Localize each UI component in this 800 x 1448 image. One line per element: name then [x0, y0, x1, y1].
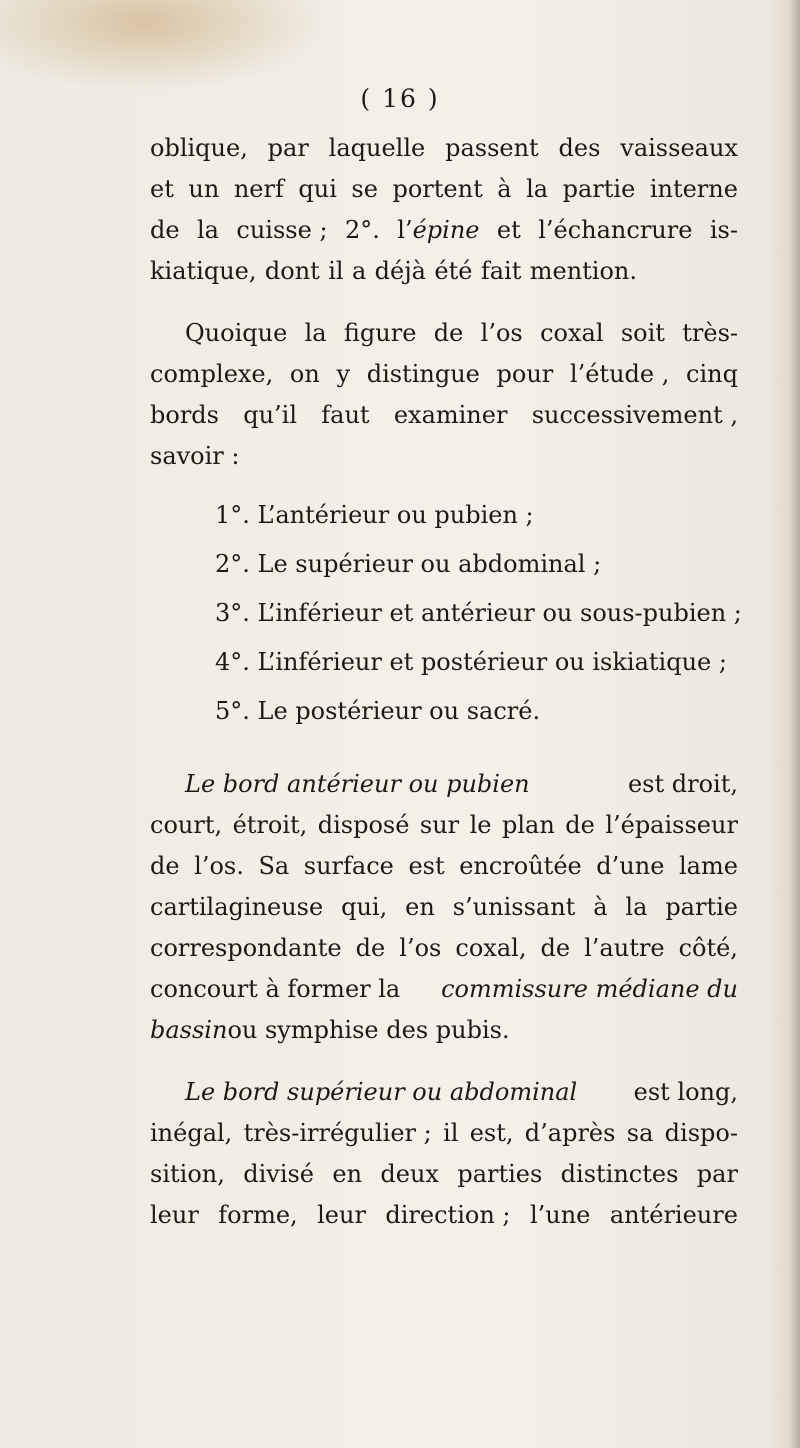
text-line: kiatique, dont il a déjà été fait mention.	[150, 257, 638, 285]
text-line: complexe, on y distingue pour l’étude , cinq	[150, 360, 738, 388]
text-line: inégal, très-irrégulier ; il est, d’après sa dispo-	[150, 1119, 738, 1147]
text-line: bords qu’il faut examiner successivement ,	[150, 401, 738, 429]
text-line: concourt à former la commissure médiane du	[150, 969, 738, 1010]
body-text	[150, 128, 742, 1236]
section-heading-italic: Le bord antérieur ou pubien	[185, 770, 530, 798]
text-line: Quoique la figure de l’os coxal soit très-	[185, 319, 738, 347]
section-heading-italic: Le bord supérieur ou abdominal	[185, 1078, 578, 1106]
text-line: de la cuisse ; 2°. l’épine et l’échancrure is-	[150, 216, 738, 244]
page-number: ( 16 )	[360, 84, 440, 113]
text-line: Le bord antérieur ou pubien est droit,	[150, 764, 738, 805]
text-line: savoir :	[150, 442, 240, 470]
italic-term: commissure médiane du	[441, 975, 738, 1003]
list-item: 2°. Le supérieur ou abdominal ;	[215, 550, 602, 578]
text-line: sition, divisé en deux parties distinctes par	[150, 1160, 738, 1188]
list-item: 4°. L’inférieur et postérieur ou iskiatique ;	[215, 648, 727, 676]
text-line: leur forme, leur direction ; l’une antérieure	[150, 1201, 738, 1229]
text-line: cartilagineuse qui, en s’unissant à la partie	[150, 893, 738, 921]
text-line: oblique, par laquelle passent des vaisseaux	[150, 134, 738, 162]
text-line: bassin ou symphise des pubis.	[150, 1010, 738, 1051]
page-edge-shadow	[790, 0, 800, 1448]
list-item: 3°. L’inférieur et antérieur ou sous-pubien ;	[215, 599, 742, 627]
text-line: Le bord supérieur ou abdominal est long,	[150, 1072, 738, 1113]
text-line: correspondante de l’os coxal, de l’autre côté,	[150, 934, 738, 962]
text-line: court, étroit, disposé sur le plan de l’épaisseur	[150, 811, 738, 839]
italic-term: bassin	[150, 1016, 228, 1044]
text-line: de l’os. Sa surface est encroûtée d’une lame	[150, 852, 738, 880]
paragraph-2	[150, 313, 738, 477]
list-item: 5°. Le postérieur ou sacré.	[215, 697, 541, 725]
list-item: 1°. L’antérieur ou pubien ;	[215, 501, 534, 529]
enumerated-list	[150, 491, 742, 736]
paragraph-4	[150, 1072, 738, 1236]
paragraph-3	[150, 764, 738, 1051]
text-line: et un nerf qui se portent à la partie interne	[150, 175, 738, 203]
paragraph-1	[150, 128, 738, 292]
